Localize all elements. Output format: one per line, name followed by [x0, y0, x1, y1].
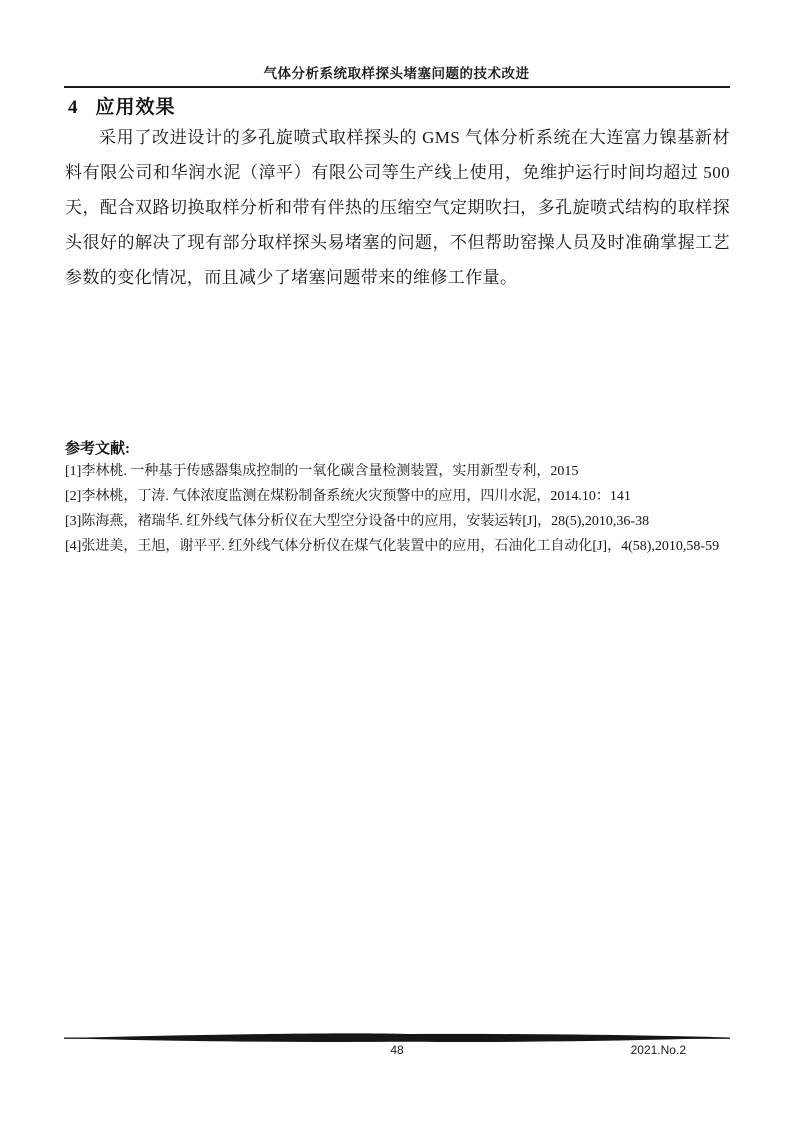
- section-number: 4: [68, 97, 79, 118]
- running-head-title: 气体分析系统取样探头堵塞问题的技术改进: [263, 66, 530, 81]
- reference-item: [2]李林桃，丁涛. 气体浓度监测在煤粉制备系统火灾预警中的应用，四川水泥，2014.10：141: [65, 489, 631, 504]
- reference-item: [3]陈海燕，褚瑞华. 红外线气体分析仪在大型空分设备中的应用，安装运转[J]，28(5),2010,36-38: [65, 514, 650, 529]
- body-paragraph: 采用了改进设计的多孔旋喷式取样探头的 GMS 气体分析系统在大连富力镍基新材料有限公司和华润水泥（漳平）有限公司等生产线上使用，免维护运行时间均超过 500 天，配合双路切换取样分析和带有伴热的压缩空气定期吹扫，多孔旋喷式结构的取样探头很好的解决了现有部分取样探头易堵塞的问题，不但帮助窑操人员及时准确掌握工艺参数的变化情况，而且减少了堵塞问题带来的维修工作量。: [65, 128, 730, 287]
- reference-item: [1]李林桃. 一种基于传感器集成控制的一氧化碳含量检测装置，实用新型专利，2015: [65, 464, 579, 479]
- section-title: 应用效果: [95, 97, 176, 118]
- footer-issue-label: 2021.No.2: [630, 1043, 686, 1057]
- footer: [64, 1043, 730, 1061]
- footer-divider: [64, 1033, 730, 1043]
- references-list: [65, 459, 733, 559]
- header-rule: [64, 86, 730, 88]
- footer-page-number: 48: [390, 1043, 404, 1057]
- reference-item: [4]张进美，王旭，谢平平. 红外线气体分析仪在煤气化装置中的应用，石油化工自动化[J]，4(58),2010,58-59: [65, 539, 720, 554]
- section-heading: [68, 92, 176, 119]
- references-heading: 参考文献:: [65, 441, 130, 457]
